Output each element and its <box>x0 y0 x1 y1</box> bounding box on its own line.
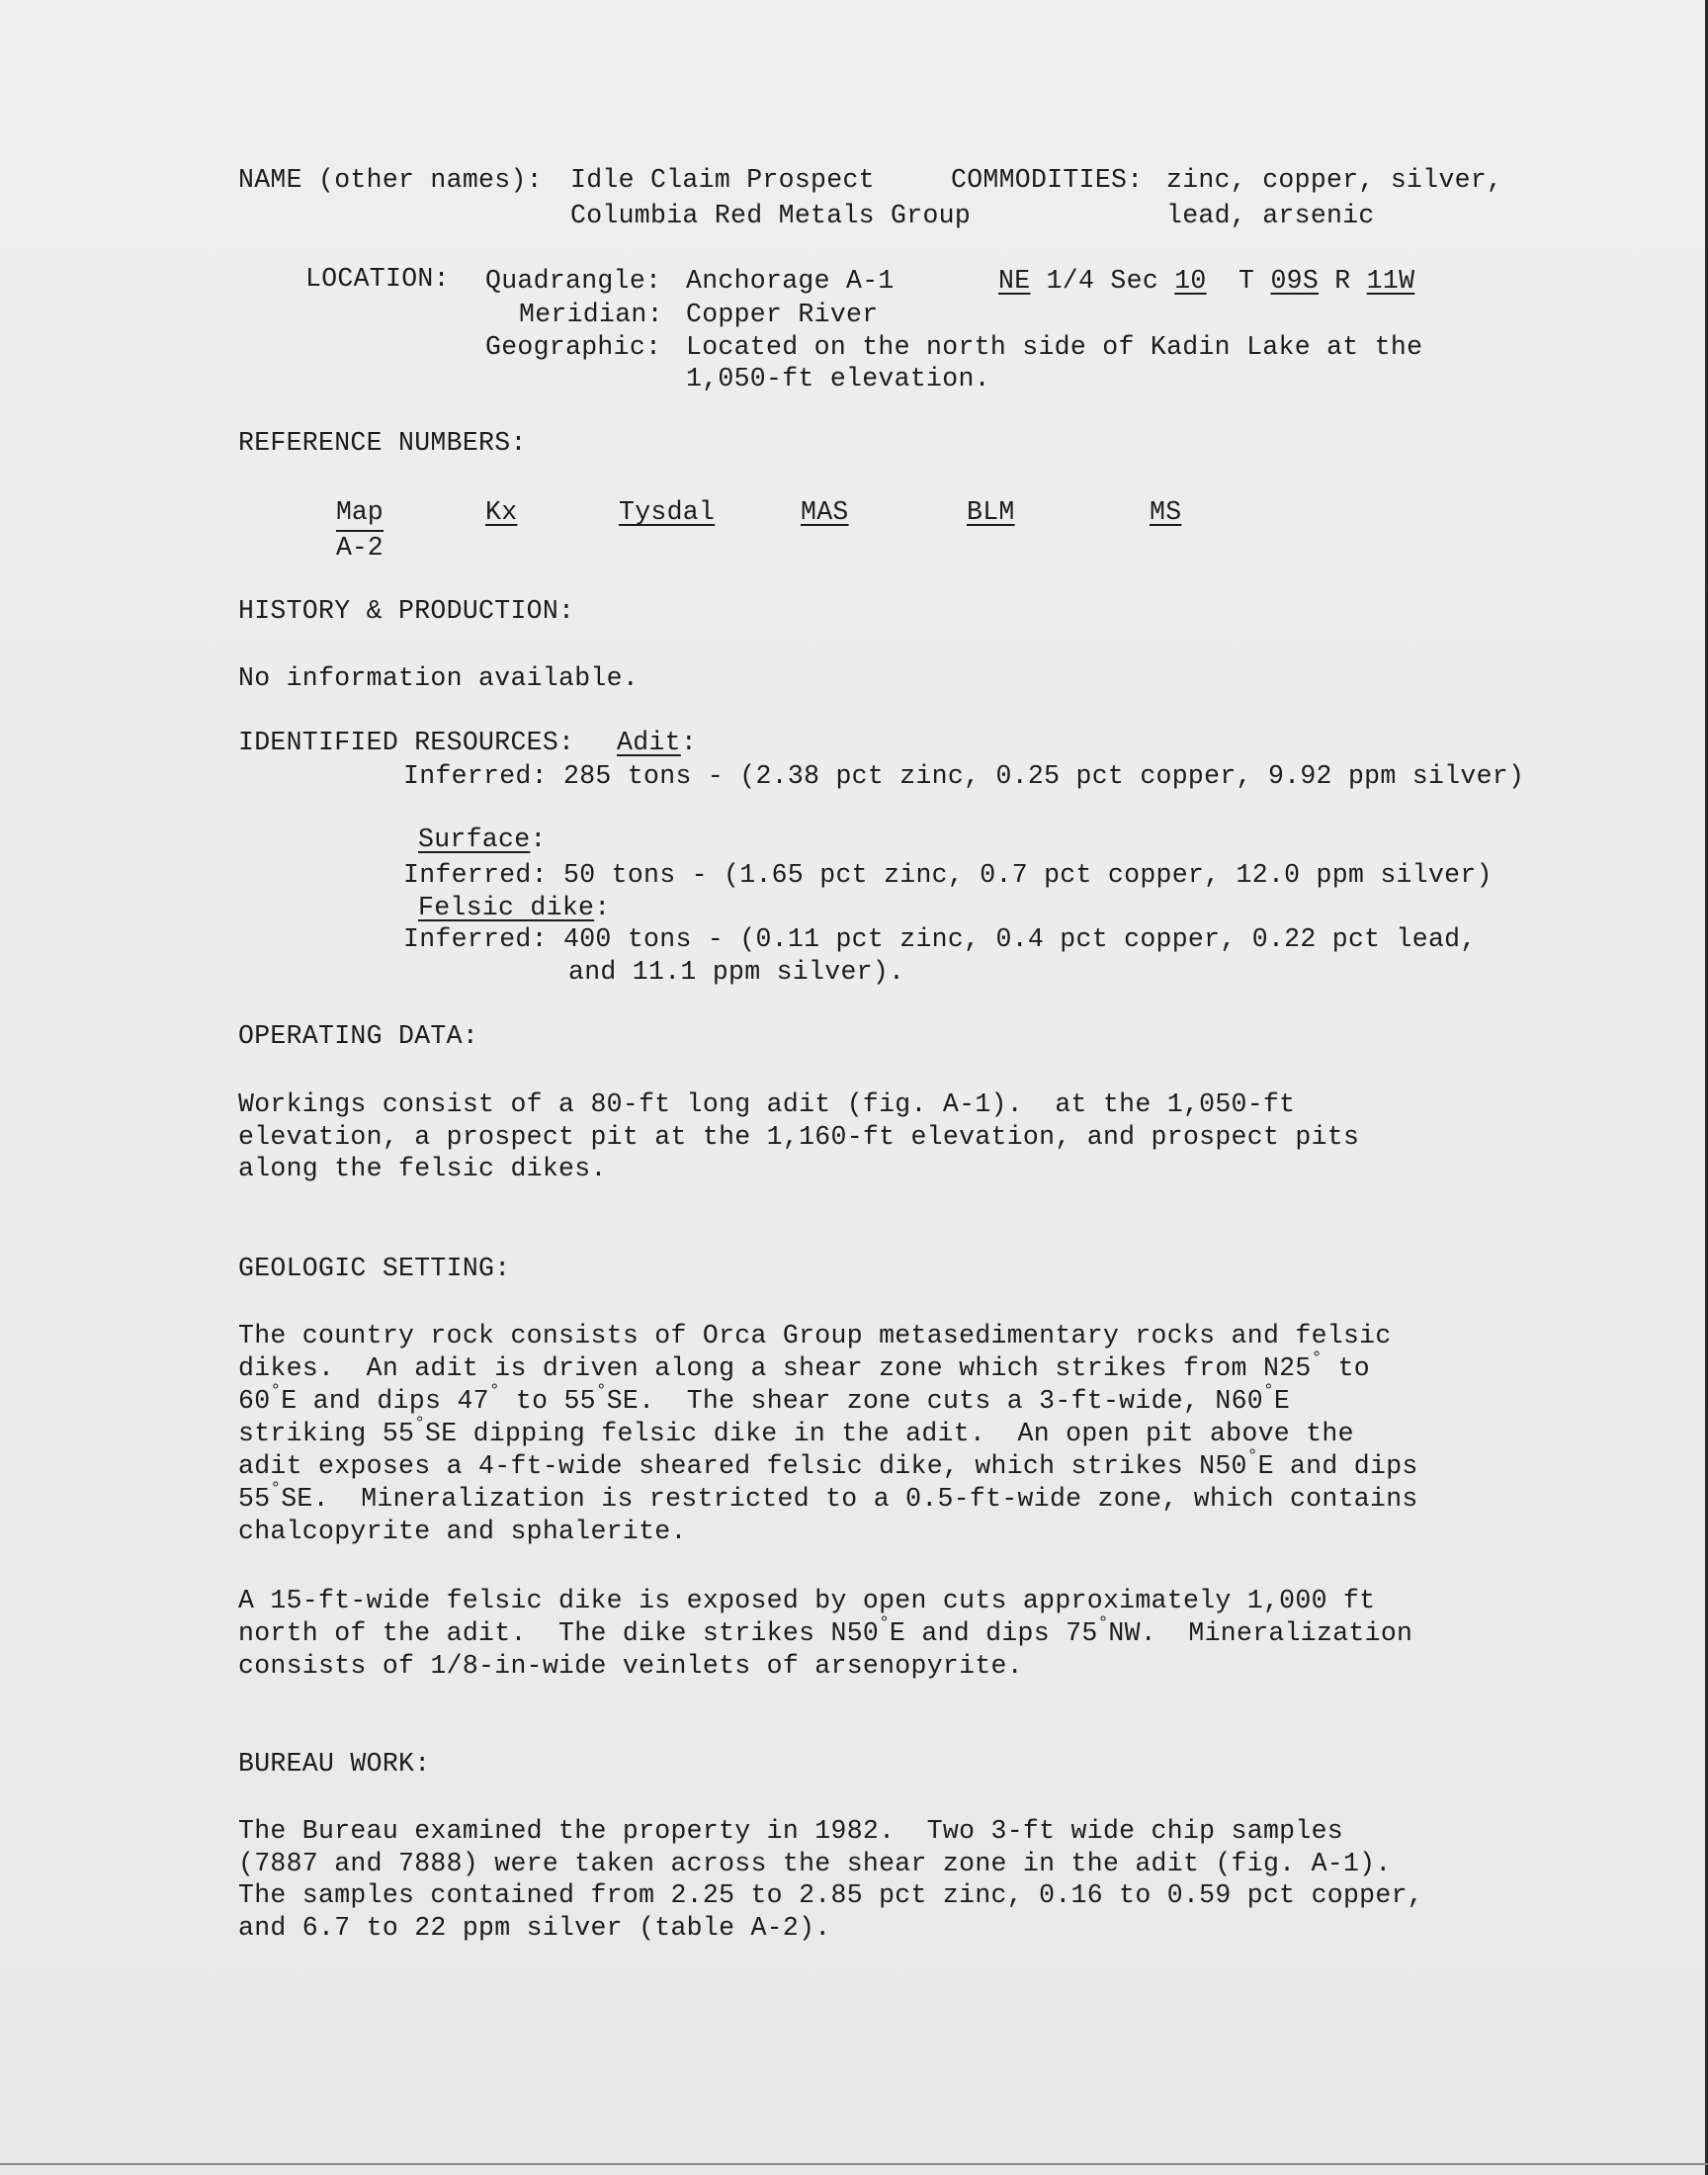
meridian-label: Meridian: <box>519 300 663 329</box>
commodities-label: COMMODITIES: <box>951 165 1144 195</box>
meridian-value: Copper River <box>686 300 879 329</box>
history-text: No information available. <box>238 663 640 693</box>
range-value: 11W <box>1366 266 1415 296</box>
location-label: LOCATION: <box>305 264 450 294</box>
commodities-line-1: zinc, copper, silver, <box>1166 165 1503 195</box>
bureau-line: (7887 and 7888) were taken across the shear zone in the adit (fig. A-1). <box>238 1849 1392 1878</box>
reference-blm: BLM <box>967 497 1015 527</box>
reference-map-value: A-2 <box>336 533 384 563</box>
reference-mas: MAS <box>801 497 849 527</box>
bureau-line: The Bureau examined the property in 1982. Two 3-ft wide chip samples <box>238 1816 1343 1846</box>
geologic-line: 55°SE. Mineralization is restricted to a 0.5-ft-wide zone, which contains <box>238 1480 1418 1514</box>
felsic-inferred-1: Inferred: 400 tons - (0.11 pct zinc, 0.4 pct copper, 0.22 pct lead, <box>403 924 1477 954</box>
geologic-line: The country rock consists of Orca Group metasedimentary rocks and felsic <box>238 1321 1392 1350</box>
reference-tysdal: Tysdal <box>619 497 716 527</box>
quarter-value: NE <box>998 266 1031 296</box>
scan-edge-bottom <box>0 2163 1708 2165</box>
reference-map <box>336 496 384 565</box>
geographic-line-2: 1,050-ft elevation. <box>686 364 990 393</box>
bureau-line: and 6.7 to 22 ppm silver (table A-2). <box>238 1913 831 1943</box>
geographic-label: Geographic: <box>485 332 662 362</box>
quadrangle-label: Quadrangle: <box>485 266 662 296</box>
bureau-heading: BUREAU WORK: <box>238 1749 431 1779</box>
section-value: 10 <box>1174 266 1207 296</box>
name-secondary: Columbia Red Metals Group <box>570 201 972 230</box>
reference-kx: Kx <box>485 497 518 527</box>
adit-subheading: Adit: <box>617 728 698 757</box>
quadrangle-value: Anchorage A-1 <box>686 266 895 296</box>
operating-line: Workings consist of a 80-ft long adit (fig. A-1). at the 1,050-ft <box>238 1089 1296 1119</box>
township-value: 09S <box>1270 266 1320 296</box>
reference-map-label: Map <box>336 496 384 532</box>
surface-subheading: Surface: <box>418 825 547 854</box>
location-pls: NE 1/4 Sec 10 T 09S R 11W <box>998 266 1415 296</box>
geologic-line: north of the adit. The dike strikes N50°E and dips 75°NW. Mineralization <box>238 1614 1413 1648</box>
reference-heading: REFERENCE NUMBERS: <box>238 428 527 458</box>
geologic-heading: GEOLOGIC SETTING: <box>238 1254 511 1283</box>
geologic-line: 60°E and dips 47° to 55°SE. The shear zone cuts a 3-ft-wide, N60°E <box>238 1382 1291 1416</box>
commodities-line-2: lead, arsenic <box>1166 201 1375 230</box>
name-primary: Idle Claim Prospect <box>570 165 875 195</box>
adit-inferred: Inferred: 285 tons - (2.38 pct zinc, 0.25 pct copper, 9.92 ppm silver) <box>403 761 1525 791</box>
name-label: NAME (other names): <box>238 165 543 195</box>
operating-line: elevation, a prospect pit at the 1,160-ft elevation, and prospect pits <box>238 1122 1360 1152</box>
history-heading: HISTORY & PRODUCTION: <box>238 596 575 626</box>
reference-ms: MS <box>1150 497 1182 527</box>
geologic-line: adit exposes a 4-ft-wide sheared felsic dike, which strikes N50°E and dips <box>238 1447 1418 1481</box>
geologic-line: A 15-ft-wide felsic dike is exposed by open cuts approximately 1,000 ft <box>238 1586 1376 1615</box>
geologic-line: dikes. An adit is driven along a shear zone which strikes from N25° to <box>238 1349 1370 1383</box>
operating-line: along the felsic dikes. <box>238 1154 607 1183</box>
felsic-subheading: Felsic dike: <box>418 893 611 922</box>
geologic-line: striking 55°SE dipping felsic dike in the adit. An open pit above the <box>238 1415 1354 1448</box>
resources-heading: IDENTIFIED RESOURCES: <box>238 728 575 757</box>
geographic-line-1: Located on the north side of Kadin Lake at the <box>686 332 1423 362</box>
operating-heading: OPERATING DATA: <box>238 1021 479 1051</box>
bureau-line: The samples contained from 2.25 to 2.85 pct zinc, 0.16 to 0.59 pct copper, <box>238 1880 1423 1910</box>
geologic-line: consists of 1/8-in-wide veinlets of arsenopyrite. <box>238 1651 1023 1681</box>
felsic-inferred-2: and 11.1 ppm silver). <box>568 957 905 987</box>
geologic-line: chalcopyrite and sphalerite. <box>238 1517 687 1546</box>
surface-inferred: Inferred: 50 tons - (1.65 pct zinc, 0.7 pct copper, 12.0 ppm silver) <box>403 860 1493 890</box>
